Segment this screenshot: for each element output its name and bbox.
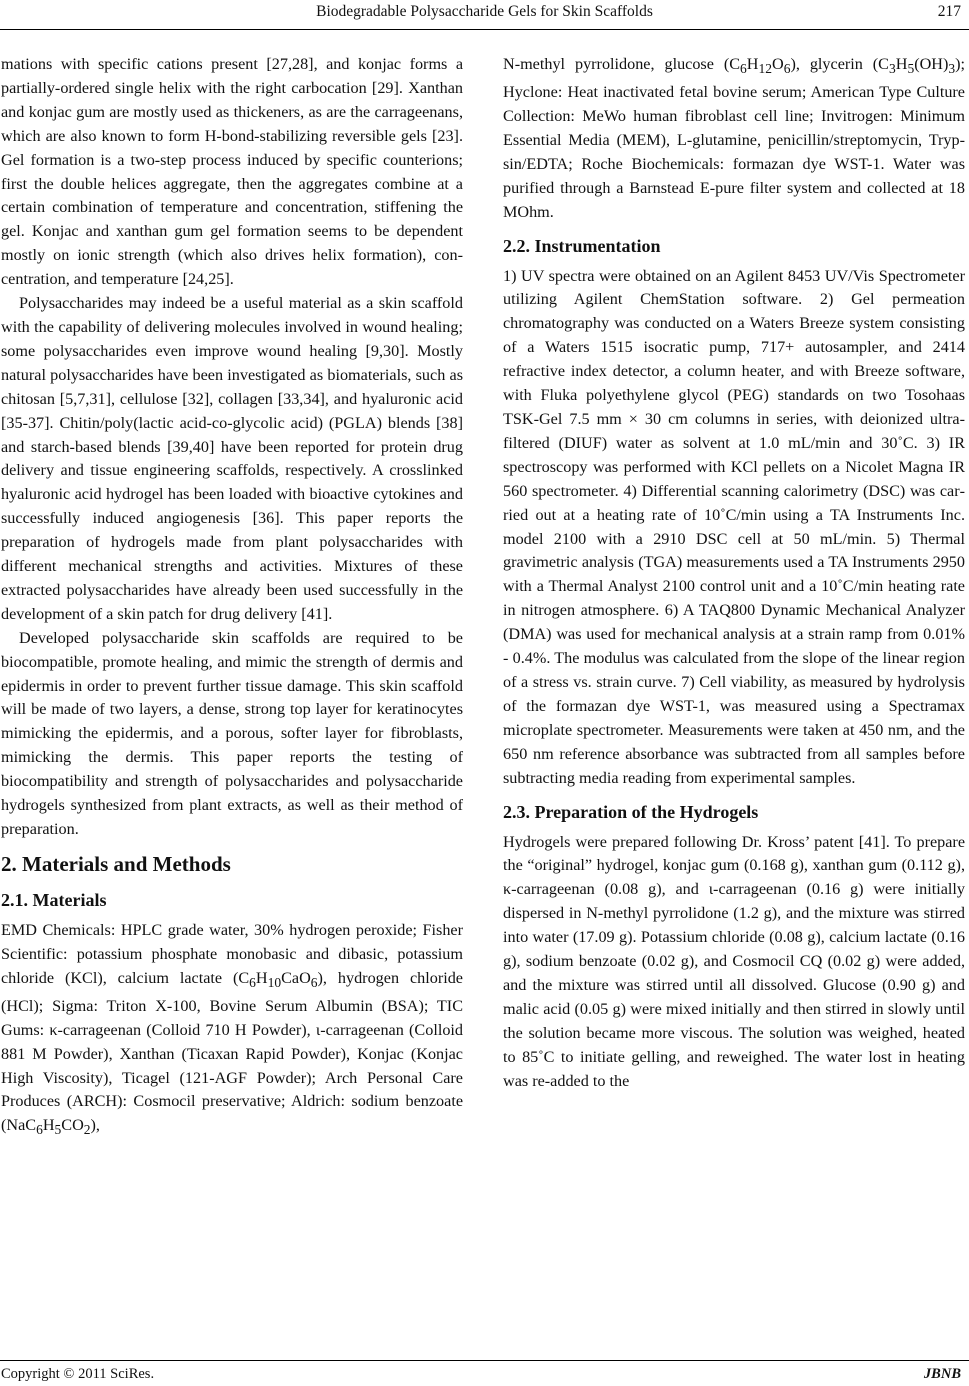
- text-run: O: [772, 55, 784, 73]
- page-number: 217: [937, 3, 961, 20]
- subsection-heading-instrumentation: 2.2. Instrumentation: [503, 235, 661, 256]
- subscript: 6: [740, 61, 747, 77]
- text-run: H: [42, 1116, 55, 1135]
- copyright-notice: Copyright © 2011 SciRes.: [1, 1366, 155, 1382]
- paragraph-materials: [1, 919, 463, 1143]
- subscript: 10: [267, 974, 282, 990]
- text-run: H: [746, 55, 759, 73]
- subsection-heading-materials: 2.1. Materials: [1, 889, 107, 910]
- subscript: 6: [310, 974, 318, 990]
- section-heading-materials-methods: 2. Materials and Methods: [1, 851, 231, 876]
- subscript: 6: [36, 1122, 43, 1138]
- text-run: N-methyl pyrrolidone, glucose (C: [503, 55, 741, 73]
- text-run: H: [895, 55, 908, 73]
- paragraph-instrumentation: 1) UV spectra were obtained on an Agilent 8453 UV/Vis Spectrometer utilizing Agilent ChemStation software. 2) Gel permeation chromatography was conducted on a Waters Breeze system consisting of a Waters 1515 isocratic pump, 717+ autosampler, and 2414 refractive index detector, a column heater, and with Breeze software, with Fluka polyethylene glycol (PEG) standards on two Tosohaas TSK-Gel 7.5 mm × 30 cm columns in series, with deionized ultra-filtered (DIUF) water as solvent at 1.0 mL/min and 30˚C. 3) IR spectroscopy was performed with KCl pellets on a Nicolet Magna IR 560 spectrometer. 4) Differential scanning calorimetry (DSC) was carried out at a heating rate of 10˚C/min using a TA Instruments Inc. model 2100 with a 2910 DSC cell at 50 mL/min. 5) Thermal gravimetric analysis (TGA) measurements used a TA Instruments 2950 with a Thermal Analyst 2100 control unit and a 10˚C/min heating rate in nitrogen atmosphere. 6) A TAQ800 Dynamic Mechanical Analyzer (DMA) was used for mechanical analysis at a strain ramp from 0.01% - 0.4%. The modulus was calculated from the slope of the linear region of a stress vs. strain curve. 7) Cell viability, as measured by hydrolysis of the formazan dye WST-1, was measured using a Spectramax microplate spectrometer. Measurements were taken at 450 nm, and the 650 nm reference absorbance was subtracted from all samples before subtracting media reading from experimental samples.: [503, 266, 965, 787]
- subscript: 6: [249, 974, 256, 990]
- running-title: Biodegradable Polysaccharide Gels for Skin Scaffolds: [316, 3, 653, 20]
- text-run: CO: [61, 1116, 84, 1135]
- journal-abbreviation: JBNB: [923, 1366, 961, 1382]
- page-header: [0, 3, 969, 25]
- paragraph: mations with specific cations present [27,28], and konjac forms a partially-ordered single helix with the right carbocation [29]. Xanthan and konjac gum are mostly used as thickeners, as are the carrageenans, which are also known to form H-bond-stabilizing reversible gels [23]. Gel formation is a two-step process induced by specific counterions; first the double helices aggregate, then the aggregates combine at a certain combination of temperature and concentration, stiffening the gel. Konjac and xanthan gum gel formation seems to be dependent mostly on ionic strength (which also drives helix formation), concentration, and temperature [24,25].: [1, 55, 463, 289]
- footer-rule: [0, 1360, 969, 1361]
- text-run: H: [255, 968, 268, 987]
- subscript: 3: [888, 61, 896, 77]
- subscript: 5: [907, 61, 915, 77]
- subsection-heading-preparation: 2.3. Preparation of the Hydrogels: [503, 801, 759, 822]
- text-run: CaO: [281, 968, 311, 987]
- subscript: 5: [54, 1122, 62, 1138]
- text-run: ),: [90, 1116, 100, 1135]
- text-run: ), hydrogen chloride (HCl); Sigma: Triton X-100, Bovine Serum Albumin (BSA); TIC Gums: κ-carrageenan (Colloid 710 H Powder), ι-carrageenan (Colloid 881 M Powder), Xanthan (Ticaxan Rapid Powder), Konjac (Konjac High Viscosity), Ticagel (121-AGF Powder); Arch Personal Care Produces (ARCH): Cosmocil preservative; Aldrich: sodium benzoate (NaC: [1, 968, 463, 1135]
- subscript: 3: [948, 61, 956, 77]
- paragraph-materials-continued: [503, 53, 965, 225]
- left-column: [1, 53, 463, 1143]
- paragraph-preparation: Hydrogels were prepared following Dr. Kross’ patent [41]. To prepare the “original” hydrogel, konjac gum (0.168 g), xanthan gum (0.112 g), κ-carrageenan (0.08 g), and ι-carrageenan (0.16 g) were initially dispersed in N-methyl pyrrolidone (1.2 g), and the mixture was stirred into water (17.09 g). Potassium chloride (0.08 g), calcium lactate (0.16 g), sodium benzoate (0.02 g), and Cosmocil CQ (0.02 g) were added, and the mixture was stirred until all dissolved. Glucose (0.90 g) and malic acid (0.05 g) were mixed initially and then stirred in slowly until the solution became more viscous. The solution was weighed, heated to 85˚C to initiate gelling, and reweighed. The water lost in heating was re-added to the: [503, 832, 965, 1090]
- subscript: 6: [783, 61, 791, 77]
- subscript: 2: [83, 1122, 91, 1138]
- text-run: ), glycerin (C: [790, 55, 889, 73]
- text-run: (OH): [914, 55, 949, 73]
- right-column: [503, 53, 965, 1093]
- paragraph: Developed polysaccharide skin scaffolds are required to be biocompatible, promote healing, and mimic the strength of dermis and epidermis in order to prevent further tissue damage. This skin scaffold will be made of two layers, a dense, strong top layer for keratinocytes mimicking the epidermis, and a porous, softer layer for fibroblasts, mimicking the dermis. This paper reports the testing of biocompatibility and strength of polysaccharides and polysaccharide hydrogels synthesized from plant extracts, as well as their method of preparation.: [1, 628, 463, 838]
- header-rule: [0, 29, 969, 30]
- subscript: 12: [758, 61, 772, 77]
- paragraph: Polysaccharides may indeed be a useful material as a skin scaffold with the capability of delivering molecules involved in wound healing; some polysaccharides even improve wound healing [9,30]. Mostly natural polysaccharides have been investigated as biomaterials, such as chitosan [5,7,31], cellulose [32], collagen [33,34], and hyaluronic acid [35-37]. Chitin/poly(lactic acid-co-glycolic acid) (PGLA) blends [38] and starch-based blends [39,40] have been reported for protein drug delivery and tissue engineering scaffolds, respectively. A crosslinked hyaluronic acid hydrogel has been loaded with bioactive cytokines and successfully induced angiogenesis [36]. This paper reports the preparation of hydrogels made from plant polysaccharides with different mechanical strengths and activities. Mixtures of these extracted polysaccharides have already been used successfully in the development of a skin patch for drug delivery [41].: [1, 294, 463, 623]
- text-run: EMD Chemicals: HPLC grade water, 30% hydrogen peroxide; Fisher Scientific: potassium phosphate monobasic and dibasic, potassium chloride (KCl), calcium lactate (C: [1, 920, 463, 987]
- text-run: ); Hyclone: Heat inactivated fetal bovine serum; American Type Culture Collection: MeWo human fibroblast cell line; Invitrogen: Minimum Essential Media (MEM), L-glutamine, penicillin/streptomycin, Trypsin/EDTA; Roche Biochemicals: formazan dye WST-1. Water was purified through a Barnstead E-pure filter system and collected at 18 MOhm.: [503, 55, 965, 221]
